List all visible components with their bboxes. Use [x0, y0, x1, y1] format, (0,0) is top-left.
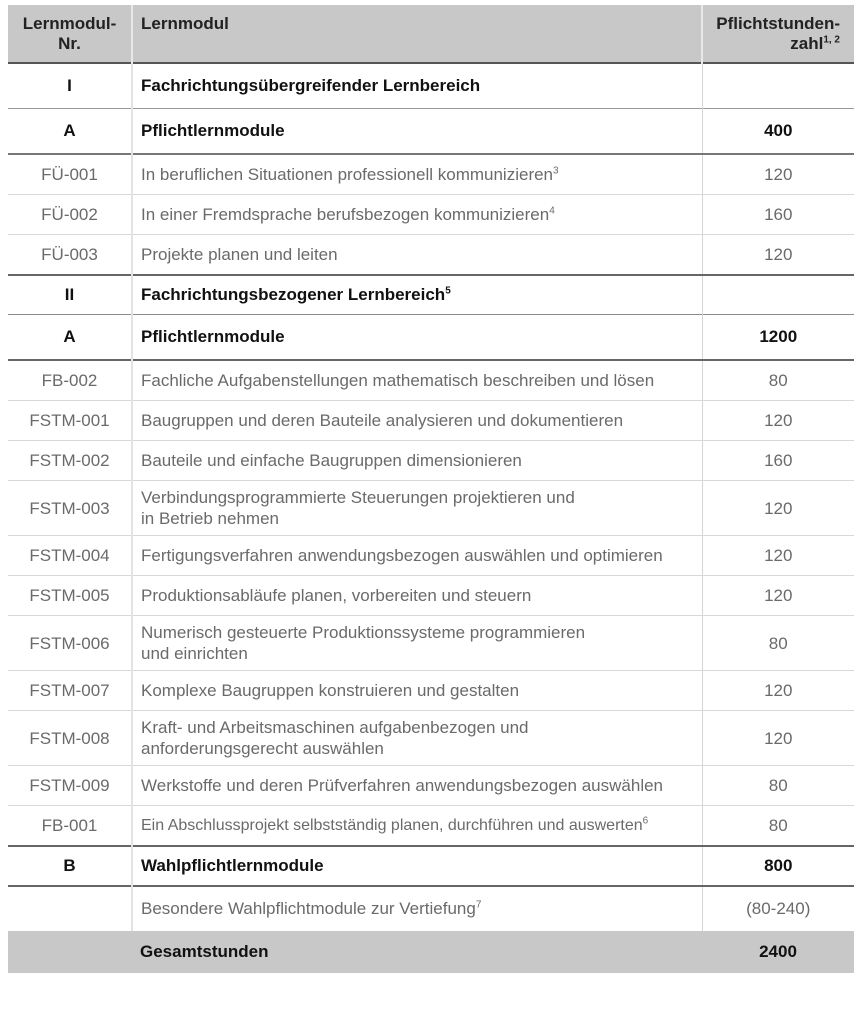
row-hours: 120 [764, 585, 793, 605]
row-hours: 120 [764, 164, 793, 184]
total-row [8, 931, 854, 973]
table-row [8, 711, 854, 766]
row-title: Produktionsabläufe planen, vorbereiten und steuern [132, 576, 702, 616]
table-row [8, 536, 854, 576]
table-row [8, 886, 854, 931]
footnote-ref: 6 [642, 815, 649, 827]
row-title: Pflichtlernmodule [132, 315, 702, 361]
table-row [8, 766, 854, 806]
row-title: Wahlpflichtlernmodule [132, 846, 702, 886]
table-row [8, 235, 854, 276]
row-title: Fachrichtungsübergreifender Lernbereich [132, 63, 702, 109]
row-hours: 800 [764, 856, 793, 875]
row-hours: 120 [764, 410, 793, 430]
row-hours: 80 [768, 775, 788, 795]
total-label: Gesamtstunden [140, 942, 269, 961]
row-title: In beruflichen Situationen professionell kommunizieren$^3$ [132, 154, 702, 195]
row-number [8, 931, 132, 973]
section-row [8, 275, 854, 315]
table-row [8, 195, 854, 235]
row-number: FSTM-006 [8, 616, 132, 671]
row-title: Besondere Wahlpflichtmodule zur Vertiefung$^7$ [132, 886, 702, 931]
section-row [8, 846, 854, 886]
row-number: FÜ-003 [8, 235, 132, 276]
row-hours: 120 [764, 244, 793, 264]
curriculum-table [8, 5, 854, 973]
row-title: Kraft- und Arbeitsmaschinen aufgabenbezogen und anforderungsgerecht auswählen [132, 711, 702, 766]
row-hours: (80-240) [746, 899, 811, 918]
section-row [8, 315, 854, 361]
table-row [8, 154, 854, 195]
row-title: Bauteile und einfache Baugruppen dimensionieren [132, 441, 702, 481]
row-title: Komplexe Baugruppen konstruieren und gestalten [132, 671, 702, 711]
row-hours: 160 [764, 450, 793, 470]
row-number: FB-002 [8, 360, 132, 401]
row-number: FSTM-005 [8, 576, 132, 616]
table-row [8, 360, 854, 401]
total-hours: 2400 [759, 942, 797, 961]
row-title: Fachliche Aufgabenstellungen mathematisch beschreiben und lösen [132, 360, 702, 401]
row-number [8, 886, 132, 931]
section-row [8, 63, 854, 109]
row-title: Verbindungsprogrammierte Steuerungen projektieren und in Betrieb nehmen [132, 481, 702, 536]
row-number: A [8, 315, 132, 361]
row-number: B [8, 846, 132, 886]
row-number: FB-001 [8, 806, 132, 847]
row-hours: 400 [764, 121, 793, 140]
footnote-ref: 3 [553, 164, 559, 176]
table-row [8, 616, 854, 671]
row-hours: 160 [764, 204, 793, 224]
row-number: FSTM-003 [8, 481, 132, 536]
footnote-ref: 1, 2 [823, 34, 840, 46]
row-title: Pflichtlernmodule [132, 109, 702, 155]
row-number: FSTM-002 [8, 441, 132, 481]
row-hours: 1200 [759, 327, 798, 346]
table-row [8, 806, 854, 847]
table-row [8, 441, 854, 481]
row-title: Projekte planen und leiten [132, 235, 702, 276]
row-title: Fachrichtungsbezogener Lernbereich$^5$ [132, 275, 702, 315]
row-hours: 120 [764, 545, 793, 565]
table-row [8, 481, 854, 536]
row-number: II [8, 275, 132, 315]
row-hours [702, 275, 854, 315]
table-row [8, 576, 854, 616]
header-hours: Pflichtstunden- zahl$^{1, 2}$ [716, 14, 840, 53]
row-title: Ein Abschlussprojekt selbstständig planen, durchführen und auswerten$^6$ [132, 806, 702, 847]
footnote-ref: 4 [549, 204, 555, 216]
row-title: Werkstoffe und deren Prüfverfahren anwendungsbezogen auswählen [132, 766, 702, 806]
row-number: FSTM-009 [8, 766, 132, 806]
row-number: FSTM-008 [8, 711, 132, 766]
row-title: In einer Fremdsprache berufsbezogen kommunizieren$^4$ [132, 195, 702, 235]
row-hours: 80 [768, 815, 788, 835]
row-hours: 80 [768, 633, 788, 653]
row-hours: 80 [768, 370, 788, 390]
table-header-row [8, 5, 854, 63]
footnote-ref: 7 [475, 899, 482, 911]
header-module-title: Lernmodul [132, 5, 702, 63]
row-number: A [8, 109, 132, 155]
row-number: FSTM-004 [8, 536, 132, 576]
row-number: FSTM-007 [8, 671, 132, 711]
row-title: Fertigungsverfahren anwendungsbezogen auswählen und optimieren [132, 536, 702, 576]
table-row [8, 671, 854, 711]
row-hours: 120 [764, 728, 793, 748]
row-hours [702, 63, 854, 109]
row-number: I [8, 63, 132, 109]
row-number: FÜ-001 [8, 154, 132, 195]
row-hours: 120 [764, 680, 793, 700]
section-row [8, 109, 854, 155]
row-title: Numerisch gesteuerte Produktionssysteme programmieren und einrichten [132, 616, 702, 671]
footnote-ref: 5 [445, 285, 451, 297]
table-row [8, 401, 854, 441]
header-module-number: Lernmodul- Nr. [8, 5, 132, 63]
row-hours: 120 [764, 498, 793, 518]
row-number: FÜ-002 [8, 195, 132, 235]
row-number: FSTM-001 [8, 401, 132, 441]
row-title: Baugruppen und deren Bauteile analysieren und dokumentieren [132, 401, 702, 441]
